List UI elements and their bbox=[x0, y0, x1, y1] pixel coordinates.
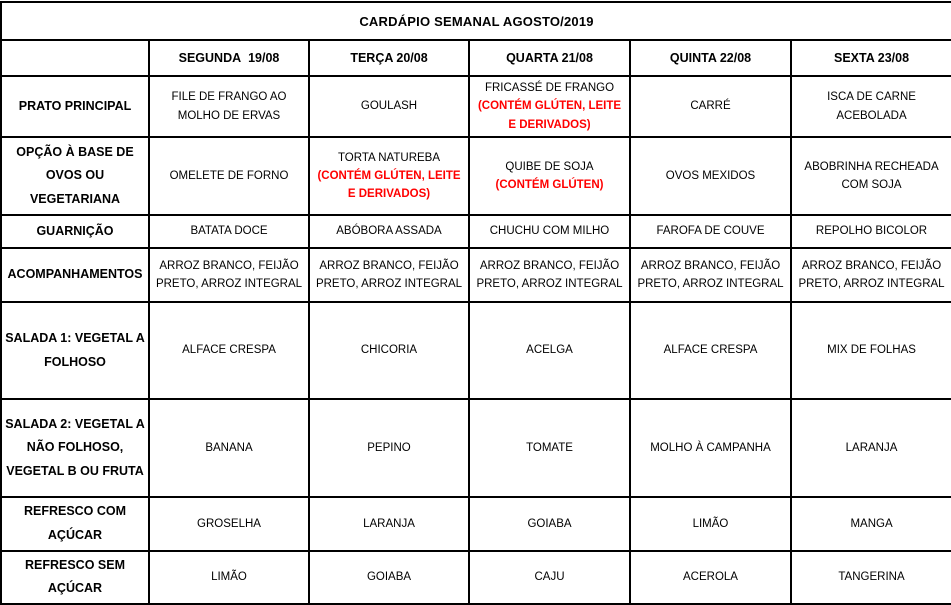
table-row bbox=[1, 137, 951, 215]
menu-cell bbox=[630, 248, 791, 302]
menu-cell bbox=[309, 497, 469, 551]
dish-text: GOULASH bbox=[360, 100, 418, 113]
day-header-4: SEXTA 23/08 bbox=[791, 40, 951, 76]
menu-cell bbox=[469, 76, 630, 137]
day-header-0: SEGUNDA 19/08 bbox=[149, 40, 309, 76]
dish-text: OMELETE DE FORNO bbox=[169, 169, 289, 182]
dish-text: MANGA bbox=[850, 517, 893, 530]
dish-text: CHICORIA bbox=[360, 344, 418, 357]
dish-text: ABÓBORA ASSADA bbox=[336, 225, 442, 238]
dish-text: MIX DE FOLHAS bbox=[827, 344, 916, 357]
row-label: SALADA 2: VEGETAL A NÃO FOLHOSO, VEGETAL B OU FRUTA bbox=[1, 399, 149, 497]
day-header-2: QUARTA 21/08 bbox=[469, 40, 630, 76]
dish-text: GROSELHA bbox=[197, 517, 261, 530]
dish-text: ALFACE CRESPA bbox=[663, 344, 758, 357]
row-label: ACOMPANHAMENTOS bbox=[1, 248, 149, 302]
row-label: SALADA 1: VEGETAL A FOLHOSO bbox=[1, 302, 149, 399]
menu-cell bbox=[791, 399, 951, 497]
menu-cell bbox=[791, 215, 951, 248]
dish-text: TANGERINA bbox=[838, 571, 905, 584]
menu-cell bbox=[630, 137, 791, 215]
table-row bbox=[1, 551, 951, 605]
dish-text: ISCA DE CARNE ACEBOLADA bbox=[827, 91, 916, 122]
row-label: OPÇÃO À BASE DE OVOS OU VEGETARIANA bbox=[1, 137, 149, 215]
menu-cell bbox=[149, 248, 309, 302]
dish-text: LIMÃO bbox=[211, 571, 247, 584]
menu-cell bbox=[309, 302, 469, 399]
dish-text: QUIBE DE SOJA bbox=[505, 160, 594, 173]
dish-text: LARANJA bbox=[845, 441, 898, 454]
menu-cell bbox=[149, 76, 309, 137]
title-row bbox=[1, 2, 951, 40]
dish-text: FAROFA DE COUVE bbox=[656, 225, 765, 238]
page-title: CARDÁPIO SEMANAL AGOSTO/2019 bbox=[1, 2, 951, 40]
menu-cell bbox=[791, 248, 951, 302]
menu-cell bbox=[469, 215, 630, 248]
menu-cell bbox=[149, 399, 309, 497]
dish-text: ARROZ BRANCO, FEIJÃO PRETO, ARROZ INTEGRAL bbox=[798, 259, 945, 291]
dish-text: TORTA NATUREBA bbox=[337, 151, 441, 164]
menu-cell bbox=[469, 302, 630, 399]
dish-text: OVOS MEXIDOS bbox=[665, 169, 756, 182]
menu-cell bbox=[791, 137, 951, 215]
menu-cell bbox=[149, 137, 309, 215]
menu-cell bbox=[149, 302, 309, 399]
dish-text: ARROZ BRANCO, FEIJÃO PRETO, ARROZ INTEGRAL bbox=[637, 259, 784, 291]
dish-text: CAJU bbox=[534, 571, 565, 584]
table-row bbox=[1, 215, 951, 248]
dish-text: ARROZ BRANCO, FEIJÃO PRETO, ARROZ INTEGRAL bbox=[476, 259, 623, 291]
menu-cell bbox=[791, 551, 951, 605]
menu-cell bbox=[791, 302, 951, 399]
dish-text: ABOBRINHA RECHEADA COM SOJA bbox=[804, 160, 939, 192]
menu-cell bbox=[630, 215, 791, 248]
dish-text: BANANA bbox=[205, 441, 253, 454]
dish-text: LARANJA bbox=[363, 517, 415, 530]
dish-text: ACELGA bbox=[526, 344, 573, 357]
menu-cell bbox=[469, 248, 630, 302]
menu-cell bbox=[630, 399, 791, 497]
menu-cell bbox=[630, 551, 791, 605]
menu-cell bbox=[309, 76, 469, 137]
menu-cell bbox=[309, 137, 469, 215]
day-header-3: QUINTA 22/08 bbox=[630, 40, 791, 76]
menu-cell bbox=[630, 497, 791, 551]
row-label: GUARNIÇÃO bbox=[1, 215, 149, 248]
dish-text: REPOLHO BICOLOR bbox=[815, 225, 928, 238]
menu-cell bbox=[469, 137, 630, 215]
menu-cell bbox=[309, 399, 469, 497]
dish-text: FRICASSÉ DE FRANGO bbox=[484, 82, 615, 94]
dish-text: ARROZ BRANCO, FEIJÃO PRETO, ARROZ INTEGRAL bbox=[315, 259, 463, 291]
dish-text: ACEROLA bbox=[683, 571, 738, 584]
row-label: PRATO PRINCIPAL bbox=[1, 76, 149, 137]
dish-text: BATATA DOCE bbox=[190, 225, 268, 238]
dish-text: CARRÉ bbox=[690, 100, 731, 113]
menu-cell bbox=[309, 215, 469, 248]
weekly-menu-table bbox=[0, 1, 951, 605]
row-label: REFRESCO COM AÇÚCAR bbox=[1, 497, 149, 551]
allergen-warning: (CONTÉM GLÚTEN) bbox=[495, 179, 604, 192]
table-row bbox=[1, 248, 951, 302]
allergen-warning: (CONTÉM GLÚTEN, LEITE E DERIVADOS) bbox=[317, 169, 461, 201]
dish-text: PEPINO bbox=[367, 441, 411, 454]
menu-cell bbox=[469, 399, 630, 497]
dish-text: FILE DE FRANGO AO MOLHO DE ERVAS bbox=[171, 91, 287, 122]
dish-text: ALFACE CRESPA bbox=[182, 344, 276, 357]
menu-cell bbox=[309, 551, 469, 605]
menu-cell bbox=[791, 497, 951, 551]
menu-cell bbox=[149, 551, 309, 605]
dish-text: LIMÃO bbox=[692, 517, 729, 530]
allergen-warning: (CONTÉM GLÚTEN, LEITE E DERIVADOS) bbox=[477, 100, 622, 131]
menu-cell bbox=[469, 497, 630, 551]
menu-cell bbox=[791, 76, 951, 137]
table-row bbox=[1, 497, 951, 551]
header-row bbox=[1, 40, 951, 76]
menu-cell bbox=[630, 76, 791, 137]
menu-cell bbox=[149, 497, 309, 551]
menu-cell bbox=[469, 551, 630, 605]
dish-text: CHUCHU COM MILHO bbox=[489, 225, 610, 238]
dish-text: MOLHO À CAMPANHA bbox=[650, 441, 771, 454]
row-label: REFRESCO SEM AÇÚCAR bbox=[1, 551, 149, 605]
dish-text: TOMATE bbox=[526, 441, 573, 454]
dish-text: GOIABA bbox=[366, 571, 412, 584]
menu-cell bbox=[309, 248, 469, 302]
dish-text: GOIABA bbox=[527, 517, 572, 530]
corner-cell bbox=[1, 40, 149, 76]
menu-cell bbox=[630, 302, 791, 399]
table-row bbox=[1, 399, 951, 497]
table-row bbox=[1, 302, 951, 399]
menu-body bbox=[1, 76, 951, 604]
dish-text: ARROZ BRANCO, FEIJÃO PRETO, ARROZ INTEGRAL bbox=[155, 259, 303, 291]
table-row bbox=[1, 76, 951, 137]
menu-cell bbox=[149, 215, 309, 248]
day-header-1: TERÇA 20/08 bbox=[309, 40, 469, 76]
